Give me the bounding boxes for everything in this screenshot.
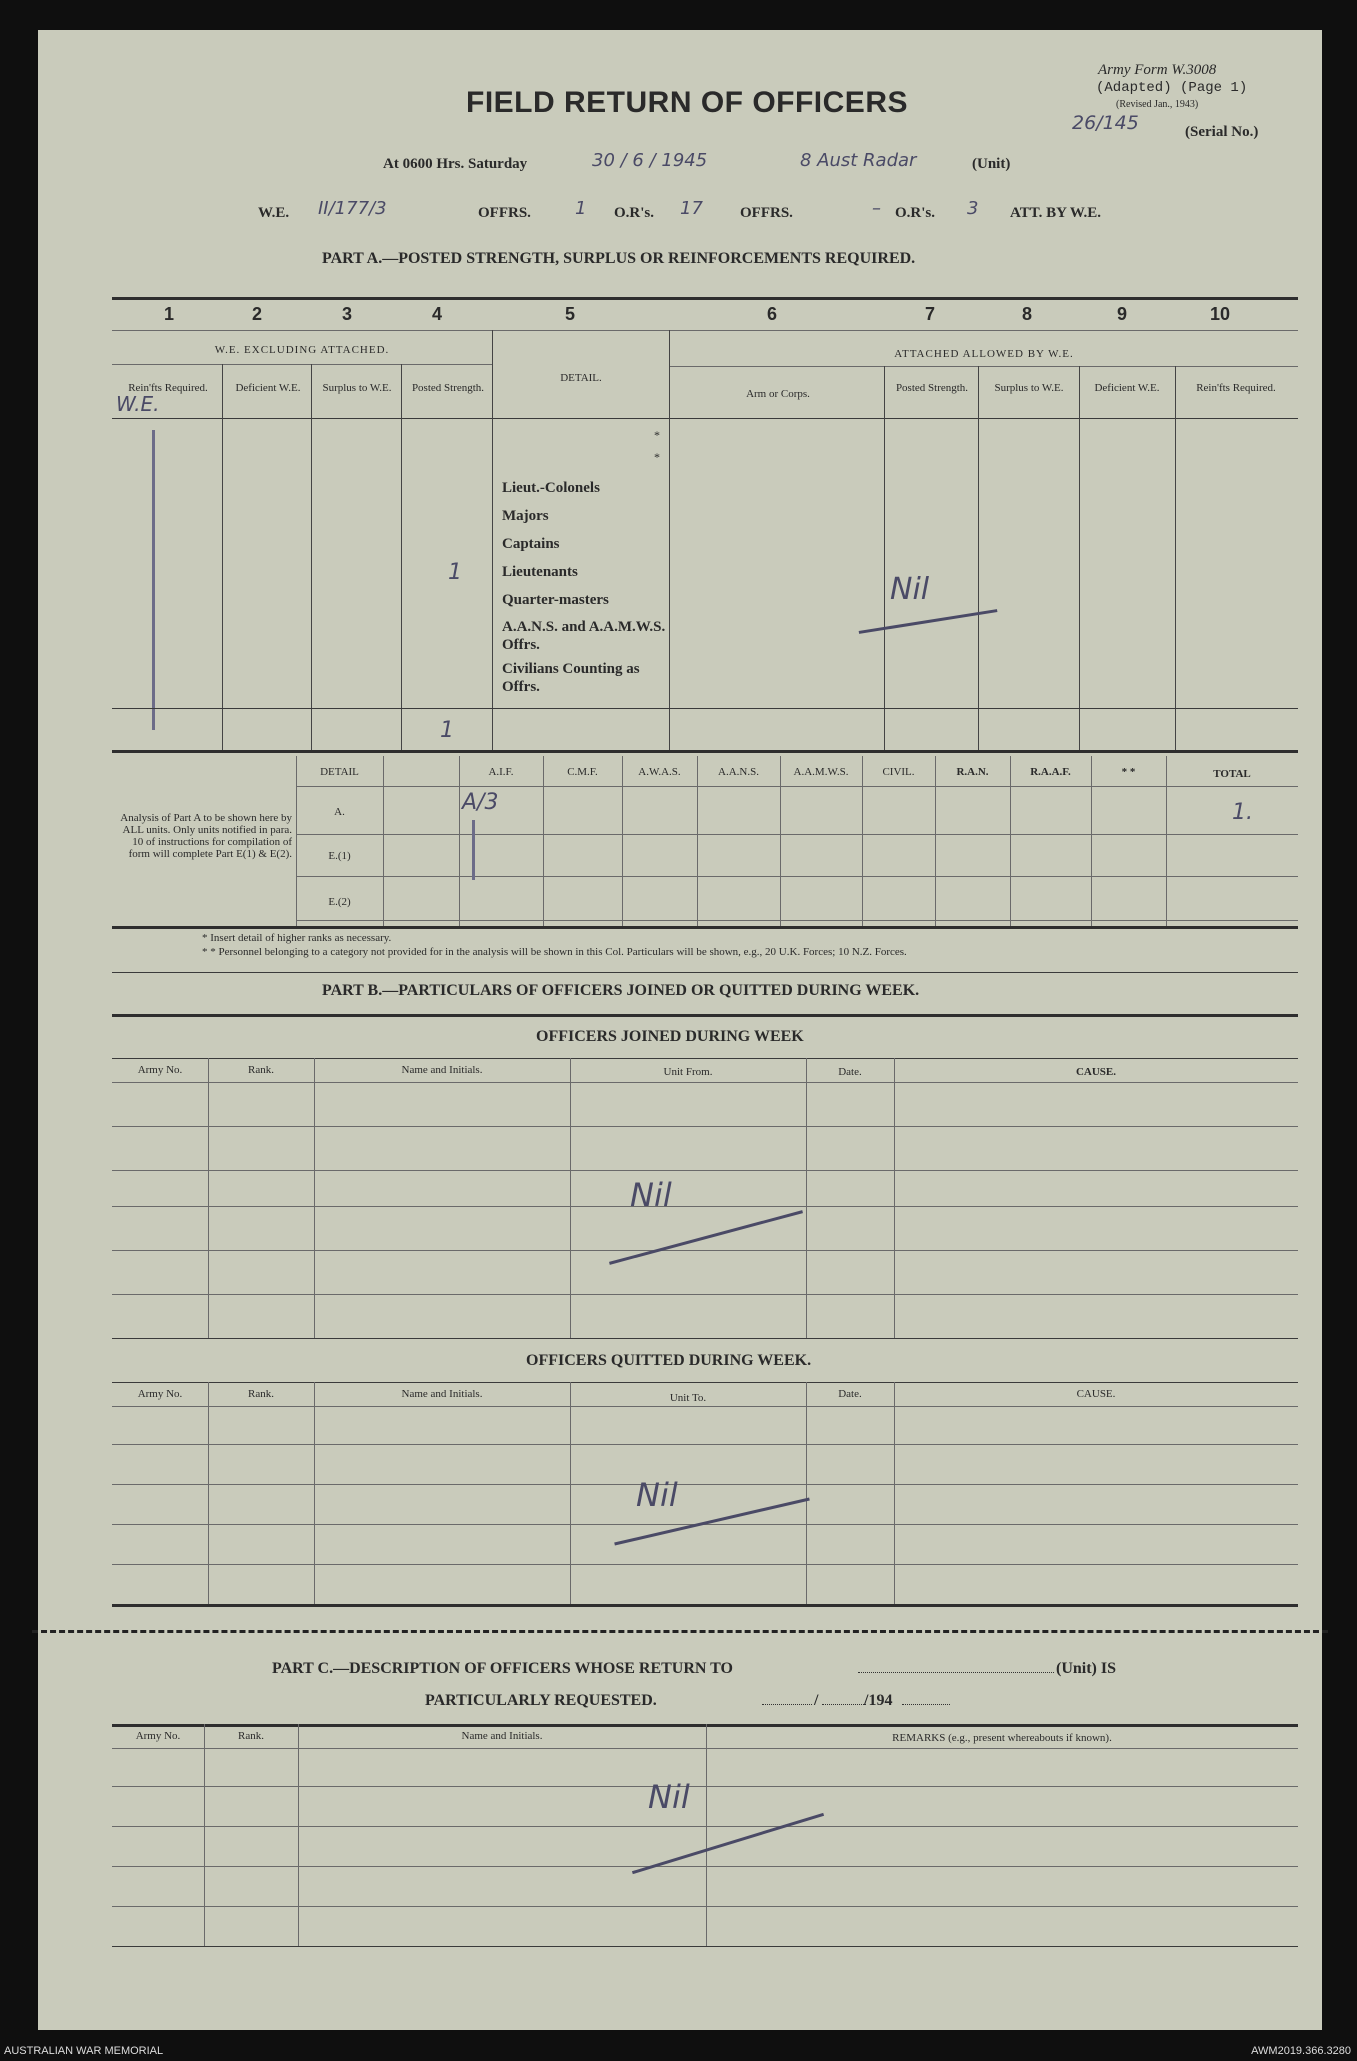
hdr-att-posted-strength: Posted Strength. bbox=[895, 382, 969, 394]
hw-vertical-stroke bbox=[152, 430, 155, 730]
report-time-label: At 0600 Hrs. Saturday bbox=[383, 156, 528, 172]
hw-we-mark: W.E. bbox=[116, 392, 160, 416]
quitted-hdr-army-no: Army No. bbox=[137, 1388, 183, 1400]
part-a-total-row bbox=[112, 708, 1298, 709]
joined-hdr-unit-from: Unit From. bbox=[663, 1066, 713, 1078]
rank-lieutenants: Lieutenants bbox=[502, 564, 578, 580]
form-number: Army Form W.3008 bbox=[1098, 62, 1217, 78]
quitted-hdr-name: Name and Initials. bbox=[401, 1388, 483, 1400]
col-num-6: 6 bbox=[767, 304, 778, 324]
att-by-we-label: ATT. BY W.E. bbox=[1010, 205, 1102, 221]
hdr-detail: DETAIL. bbox=[560, 372, 602, 384]
footer-left: AUSTRALIAN WAR MEMORIAL bbox=[4, 2045, 164, 2057]
col-num-2: 2 bbox=[252, 304, 263, 324]
hw-aif-value: A/3 bbox=[462, 790, 499, 815]
quitted-hdr-date: Date. bbox=[838, 1388, 862, 1400]
report-date-value: 30 / 6 / 1945 bbox=[592, 150, 708, 171]
we-label: W.E. bbox=[258, 205, 290, 221]
part-c-line2: PARTICULARLY REQUESTED. bbox=[425, 1692, 657, 1709]
group-attached-allowed: ATTACHED ALLOWED BY W.E. bbox=[894, 348, 1074, 360]
an-hdr-awas: A.W.A.S. bbox=[638, 766, 681, 778]
hw-lieutenants-posted: 1 bbox=[448, 560, 462, 585]
an-hdr-other: * * bbox=[1121, 766, 1136, 778]
col-num-1: 1 bbox=[164, 304, 175, 324]
rank-aans-aamws: A.A.N.S. and A.A.M.W.S. Offrs. bbox=[502, 619, 666, 653]
c-hdr-army-no: Army No. bbox=[135, 1730, 181, 1742]
an-row-e1: E.(1) bbox=[328, 850, 351, 862]
offrs2-value: – bbox=[872, 198, 881, 219]
quitted-title: OFFICERS QUITTED DURING WEEK. bbox=[526, 1352, 812, 1369]
an-hdr-aif: A.I.F. bbox=[488, 766, 514, 778]
col-num-5: 5 bbox=[565, 304, 576, 324]
joined-hdr-rank: Rank. bbox=[248, 1064, 274, 1076]
offrs2-label: OFFRS. bbox=[740, 205, 793, 221]
an-hdr-detail: DETAIL bbox=[320, 766, 359, 778]
an-hdr-aans: A.A.N.S. bbox=[718, 766, 759, 778]
joined-hdr-cause: CAUSE. bbox=[1075, 1066, 1117, 1078]
hdr-surplus-we: Surplus to W.E. bbox=[322, 382, 392, 394]
rank-lieut-colonels: Lieut.-Colonels bbox=[502, 480, 600, 496]
quitted-hdr-rank: Rank. bbox=[248, 1388, 274, 1400]
form-revised: (Revised Jan., 1943) bbox=[1116, 99, 1199, 110]
an-hdr-total: TOTAL bbox=[1213, 768, 1251, 780]
offrs-value: 1 bbox=[575, 198, 587, 219]
ors-label: O.R's. bbox=[614, 205, 655, 221]
an-hdr-ran: R.A.N. bbox=[956, 766, 989, 778]
c-hdr-rank: Rank. bbox=[238, 1730, 264, 1742]
col-num-4: 4 bbox=[432, 304, 443, 324]
ors-value: 17 bbox=[680, 198, 703, 219]
rank-captains: Captains bbox=[502, 536, 560, 552]
serial-number-value: 26/145 bbox=[1072, 112, 1139, 134]
footnote-2: * * Personnel belonging to a category not provided for in the analysis will be shown in this Col. Particulars will be shown, e.g., 20 U.K. Forces; 10 N.Z. Forces. bbox=[202, 946, 907, 958]
col-num-9: 9 bbox=[1117, 304, 1128, 324]
part-c-date-sep: / bbox=[814, 1692, 819, 1709]
col-num-3: 3 bbox=[342, 304, 353, 324]
quitted-hdr-unit-to: Unit To. bbox=[669, 1392, 707, 1404]
hdr-arm-or-corps: Arm or Corps. bbox=[746, 388, 810, 400]
part-c-unit-label: (Unit) IS bbox=[1056, 1660, 1117, 1677]
joined-hdr-army-no: Army No. bbox=[137, 1064, 183, 1076]
unit-name-value: 8 Aust Radar bbox=[800, 150, 917, 171]
serial-label: (Serial No.) bbox=[1185, 124, 1259, 140]
column-number-row bbox=[112, 304, 1298, 328]
joined-hdr-name: Name and Initials. bbox=[401, 1064, 483, 1076]
we-value: II/177/3 bbox=[318, 198, 387, 219]
group-we-excluding-attached: W.E. EXCLUDING ATTACHED. bbox=[214, 344, 390, 356]
rank-quarter-masters: Quarter-masters bbox=[502, 592, 609, 608]
footnote-1: * Insert detail of higher ranks as necessary. bbox=[202, 932, 392, 944]
hdr-deficient-we: Deficient W.E. bbox=[235, 382, 301, 394]
hw-nil-quitted: Nil bbox=[636, 1476, 678, 1514]
an-row-e2: E.(2) bbox=[328, 896, 351, 908]
analysis-note: Analysis of Part A to be shown here by ALL units. Only units notified in para. 10 of instructions for compilation of form will complete Part E(1) & E(2). bbox=[120, 812, 292, 860]
hw-nil-part-c: Nil bbox=[648, 1778, 690, 1816]
offrs-label: OFFRS. bbox=[478, 205, 531, 221]
rank-majors: Majors bbox=[502, 508, 549, 524]
c-hdr-name: Name and Initials. bbox=[461, 1730, 543, 1742]
c-hdr-remarks: REMARKS (e.g., present whereabouts if known). bbox=[892, 1732, 1112, 1744]
part-a-top-rule bbox=[112, 297, 1298, 300]
page-title: FIELD RETURN OF OFFICERS bbox=[466, 86, 908, 119]
tear-off-line bbox=[32, 1630, 1328, 1633]
col-num-8: 8 bbox=[1022, 304, 1033, 324]
hdr-att-surplus: Surplus to W.E. bbox=[994, 382, 1064, 394]
an-hdr-raaf: R.A.A.F. bbox=[1030, 766, 1071, 778]
hw-total-posted: 1 bbox=[440, 718, 454, 743]
col-num-7: 7 bbox=[925, 304, 936, 324]
hdr-reinfts-required: Rein'fts Required. bbox=[128, 382, 208, 394]
hdr-posted-strength: Posted Strength. bbox=[411, 382, 485, 394]
hw-nil-joined: Nil bbox=[630, 1176, 672, 1214]
rank-list bbox=[502, 474, 672, 696]
part-a-title: PART A.—POSTED STRENGTH, SURPLUS OR REINFORCEMENTS REQUIRED. bbox=[322, 250, 916, 267]
part-b-title: PART B.—PARTICULARS OF OFFICERS JOINED OR QUITTED DURING WEEK. bbox=[322, 982, 920, 999]
joined-title: OFFICERS JOINED DURING WEEK bbox=[536, 1028, 804, 1045]
rank-civilians: Civilians Counting as Offrs. bbox=[502, 661, 640, 695]
ors2-value: 3 bbox=[967, 198, 979, 219]
col-num-10: 10 bbox=[1210, 304, 1231, 324]
hw-nil-attached: Nil bbox=[890, 572, 930, 607]
hw-total-value: 1. bbox=[1232, 800, 1253, 825]
part-c-title: PART C.—DESCRIPTION OF OFFICERS WHOSE RETURN TO bbox=[272, 1660, 733, 1677]
part-c-year: /194 bbox=[864, 1692, 893, 1709]
ors2-label: O.R's. bbox=[895, 205, 936, 221]
footer-right: AWM2019.366.3280 bbox=[1251, 2045, 1351, 2057]
quitted-hdr-cause: CAUSE. bbox=[1076, 1388, 1116, 1400]
hdr-att-deficient: Deficient W.E. bbox=[1094, 382, 1160, 394]
unit-label: (Unit) bbox=[972, 156, 1011, 172]
an-row-a: A. bbox=[334, 806, 345, 818]
an-hdr-civil: CIVIL. bbox=[882, 766, 915, 778]
joined-hdr-date: Date. bbox=[838, 1066, 862, 1078]
form-adapted: (Adapted) (Page 1) bbox=[1096, 80, 1248, 96]
hdr-att-reinfts: Rein'fts Required. bbox=[1196, 382, 1276, 394]
an-hdr-cmf: C.M.F. bbox=[567, 766, 598, 778]
an-hdr-aamws: A.A.M.W.S. bbox=[793, 766, 849, 778]
